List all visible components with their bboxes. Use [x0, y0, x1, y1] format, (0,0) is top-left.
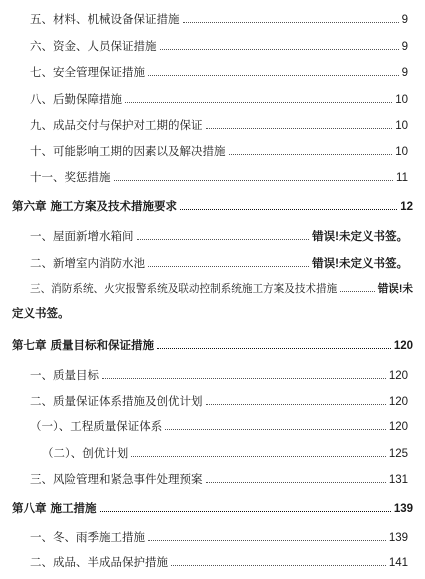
- leader-dots: [157, 348, 391, 349]
- leader-dots: [229, 154, 393, 155]
- toc-page: 10: [395, 146, 408, 158]
- toc-page: 9: [401, 41, 408, 53]
- toc-entry[interactable]: [0, 445, 425, 465]
- toc-page: 120: [393, 340, 413, 352]
- toc-entry[interactable]: [0, 143, 425, 163]
- toc-page: 120: [388, 421, 408, 433]
- toc-title: 第七章 质量目标和保证措施: [12, 338, 155, 352]
- toc-chapter-entry[interactable]: [0, 337, 425, 357]
- toc-page: 139: [393, 503, 413, 515]
- toc-title: 三、风险管理和紧急事件处理预案: [30, 472, 203, 486]
- leader-dots: [340, 291, 374, 292]
- leader-dots: [206, 482, 386, 483]
- leader-dots: [125, 102, 392, 103]
- toc-entry[interactable]: [0, 228, 425, 248]
- toc-page: 11: [396, 172, 408, 184]
- leader-dots: [171, 565, 386, 566]
- toc-entry[interactable]: [0, 367, 425, 387]
- toc-page: 141: [388, 557, 408, 569]
- toc-title: 二、质量保证体系措施及创优计划: [30, 394, 203, 408]
- toc-title: 十、可能影响工期的因素以及解决措施: [30, 144, 226, 158]
- toc-entry[interactable]: [0, 393, 425, 413]
- toc-page-error: 错误!未定义书签。: [312, 258, 408, 270]
- toc-page: 125: [388, 448, 408, 460]
- leader-dots: [137, 239, 310, 240]
- leader-dots: [180, 209, 397, 210]
- leader-dots: [183, 22, 399, 23]
- leader-dots: [206, 128, 393, 129]
- toc-entry[interactable]: [0, 64, 425, 84]
- toc-entry[interactable]: [0, 281, 425, 301]
- leader-dots: [100, 511, 391, 512]
- toc-chapter-entry[interactable]: [0, 198, 425, 218]
- toc-page: 10: [395, 94, 408, 106]
- toc-page: 10: [395, 120, 408, 132]
- toc-entry[interactable]: [0, 554, 425, 574]
- toc-title: 第六章 施工方案及技术措施要求: [12, 199, 178, 213]
- toc-chapter-entry[interactable]: [0, 500, 425, 520]
- toc-page: 9: [401, 14, 408, 26]
- toc-title: 一、冬、雨季施工措施: [30, 530, 145, 544]
- toc-entry[interactable]: [0, 117, 425, 137]
- toc-title: 一、屋面新增水箱间: [30, 229, 134, 243]
- toc-page: 120: [388, 370, 408, 382]
- toc-entry[interactable]: [0, 169, 425, 189]
- toc-page: 131: [388, 474, 408, 486]
- leader-dots: [102, 378, 386, 379]
- leader-dots: [148, 266, 309, 267]
- toc-entry[interactable]: [0, 418, 425, 438]
- leader-dots: [160, 49, 399, 50]
- leader-dots: [114, 180, 394, 181]
- toc-title: 五、材料、机械设备保证措施: [30, 12, 180, 26]
- toc-title: 六、资金、人员保证措施: [30, 39, 157, 53]
- leader-dots: [131, 456, 386, 457]
- toc-title: 一、质量目标: [30, 368, 99, 382]
- leader-dots: [206, 404, 386, 405]
- toc-page: 12: [400, 201, 413, 213]
- toc-title: 八、后勤保障措施: [30, 92, 122, 106]
- toc-entry[interactable]: [0, 91, 425, 111]
- toc-title: 九、成品交付与保护对工期的保证: [30, 118, 203, 132]
- leader-dots: [165, 429, 386, 430]
- leader-dots: [148, 75, 399, 76]
- toc-title: （二）、创优计划: [42, 446, 129, 460]
- toc-entry[interactable]: [0, 529, 425, 549]
- toc-entry-continuation: 定义书签。: [12, 306, 70, 320]
- toc-title: 第八章 施工措施: [12, 501, 97, 515]
- toc-page: 120: [388, 396, 408, 408]
- toc-page: 139: [388, 532, 408, 544]
- toc-page-error: 错误!未定义书签。: [312, 231, 408, 243]
- toc-title: 二、成品、半成品保护措施: [30, 555, 168, 569]
- toc-title: 十一、奖惩措施: [30, 170, 111, 184]
- toc-title: 三、消防系统、火灾报警系统及联动控制系统施工方案及技术措施: [30, 283, 338, 295]
- toc-title: 二、新增室内消防水池: [30, 256, 145, 270]
- toc-entry[interactable]: [0, 11, 425, 31]
- toc-title: （一）、工程质量保证体系: [30, 419, 163, 433]
- leader-dots: [148, 540, 386, 541]
- toc-page: 9: [401, 67, 408, 79]
- toc-entry[interactable]: [0, 38, 425, 58]
- toc-page-error: 错误!未: [377, 283, 413, 295]
- toc-entry[interactable]: [0, 471, 425, 491]
- toc-title: 七、安全管理保证措施: [30, 65, 145, 79]
- toc-entry[interactable]: [0, 255, 425, 275]
